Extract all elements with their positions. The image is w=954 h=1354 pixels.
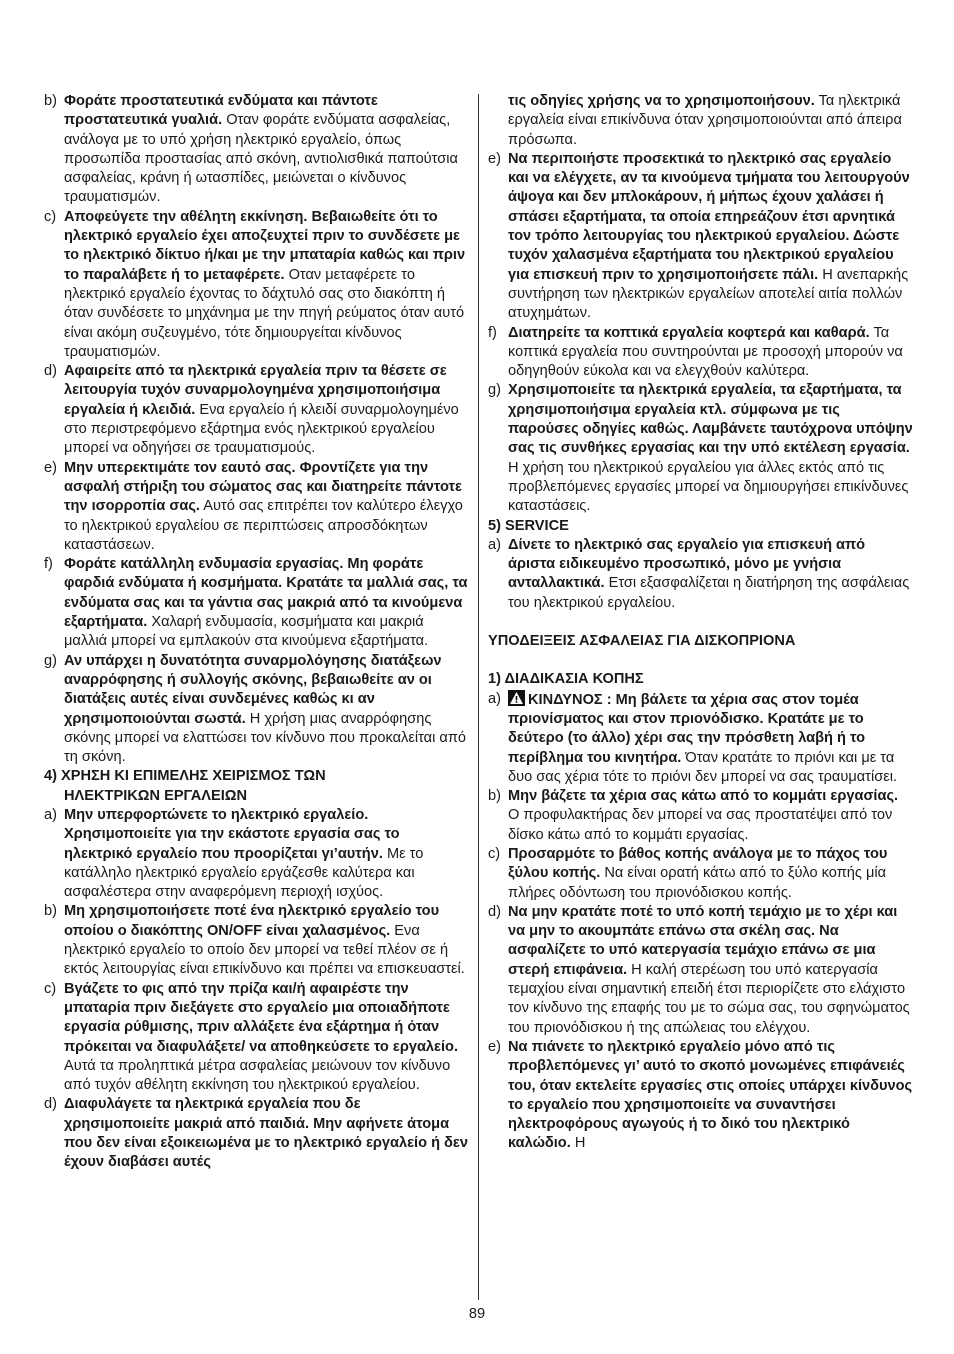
list-item: b) Μην βάζετε τα χέρια σας κάτω από το κομμάτι εργασίας. Ο προφυλακτήρας δεν μπορεί να σας προστατέψει από τον δίσκο κάτω από το κομμάτι εργασίας. [488,788,899,843]
continued-paragraph: τις οδηγίες χρήσης να το χρησιμοποιήσουν. Τα ηλεκτρικά εργαλεία είναι επικίνδυνα όταν χρησιμοποιούνται από άπειρα πρόσωπα. [508,93,902,148]
column-divider [478,94,479,1300]
warning-triangle-icon [508,690,525,706]
list-item: c) Αποφεύγετε την αθέλητη εκκίνηση. Βεβαιωθείτε ότι το ηλεκτρικό εργαλείο έχει αποζευχτεί πριν το συνδέσετε με το ηλεκτρικό δίκτυο ή/και με την μπαταρία καθώς και πριν το παραλάβετε ή το μεταφέρετε. Οταν μεταφέρετε το ηλεκτρικό εργαλείο έχοντας το δάχτυλό σας στο διακόπτη ή όταν συνδέσετε το μηχάνημα με την πηγή ρεύματος όταν αυτό είναι ακόμη συζευγμένο, τότε δημιουργείται κίνδυνος τραυματισμών. [44,208,466,360]
list-item: c) Βγάζετε το φις από την πρίζα και/ή αφαιρέστε την μπαταρία πριν διεξάγετε στο εργαλείο μια οποιαδήποτε εργασία ρύθμισης, πριν αλλάξετε ένα εξάρτημα ή όταν πρόκειται να διαφυλάξετε/ να αποθηκεύσετε το εργαλείο. Αυτά τα προληπτικά μέτρα ασφαλείας μειώνουν τον κίνδυνο από τυχόν αθέλητη εκκίνηση του ηλεκτρικού εργαλείου. [44,980,459,1094]
list-item: d) Να μην κρατάτε ποτέ το υπό κοπή τεμάχιο με το χέρι και να μην το ακουμπάτε επάνω στα σκέλη σας. Να ασφαλίζετε το υπό κατεργασία τεμάχιο επάνω σε μια στερή επιφάνεια. Η καλή στερέωση του υπό κατεργασία τεμαχίου είναι σημαντική επειδή έτσι περιορίζετε στο ελάχιστο τον κίνδυνο της επαφής του με το σώμα σας, του σφηνώματος του πριονόδισκου ή της απώλειας του ελέγχου. [488,903,910,1036]
list-item: c) Προσαρμότε το βάθος κοπής ανάλογα με το πάχος του ξύλου κοπής. Να είναι ορατή κάτω από το ξύλο κοπής μία πλήρες οδόντωση του πριονόδισκου κοπής. [488,845,888,901]
list-item: a) Δίνετε το ηλεκτρικό σας εργαλείο για επισκευή από άριστα ειδικευμένο προσωπικό, μόνο με γνήσια ανταλλακτικά. Ετσι εξασφαλίζεται η διατήρηση της ασφάλειας του ηλεκτρικού εργαλείου. [488,536,910,611]
section-heading: 4) ΧΡΗΣΗ ΚΙ ΕΠΙΜΕΛΗΣ ΧΕΙΡΙΣΜΟΣ ΤΩΝ [44,768,326,785]
section-heading-continued: ΗΛΕΚΤΡΙΚΩΝ ΕΡΓΑΛΕΙΩΝ [64,787,248,804]
list-item: d) Διαφυλάγετε τα ηλεκτρικά εργαλεία που δε χρησιμοποιείτε μακριά από παιδιά. Μην αφήνετε άτομα που δεν είναι εξοικειωμένα με το ηλεκτρικό εργαλείο ή δεν έχουν διαβάσει αυτές [44,1096,468,1171]
section-heading: 5) SERVICE [488,517,569,534]
list-item: e) Να περιποιήστε προσεκτικά το ηλεκτρικό σας εργαλείο και να ελέγχετε, αν τα κινούμενα τμήματα του λειτουργούν άψογα και δεν μπλοκάρουν, ή μήπως έχουν χαλάσει ή σπάσει εξαρτήματα, τα οποία επηρεάζουν έτσι αρνητικά τον τρόπο λειτουργίας του ηλεκτρικού εργαλείου. Δώστε τυχόν χαλασμένα εξαρτήματα του ηλεκτρικού εργαλείου για επισκευή πριν το χρησιμοποιήσετε πάλι. Η ανεπαρκής συντήρηση των ηλεκτρικών εργαλείων αποτελεί αιτία πολλών ατυχημάτων. [488,150,910,322]
list-item: f) Διατηρείτε τα κοπτικά εργαλεία κοφτερά και καθαρά. Τα κοπτικά εργαλεία που συντηρούνται με προσοχή μπορούν να οδηγηθούν εύκολα και να ελεγχθούν καλύτερα. [488,324,903,380]
list-item: g) Αν υπάρχει η δυνατότητα συναρμολόγησης διατάξεων αναρρόφησης ή συλλογής σκόνης, βεβαιωθείτε αν οι διατάξεις αυτές είναι συνδεμένες καθώς κι αν χρησιμοποιούνται σωστά. Η χρήση μιας αναρρόφησης σκόνης μπορεί να ελαττώσει τον κίνδυνο που προκαλείται από τη σκόνη. [44,652,467,766]
safety-title: ΥΠΟΔΕΙΞΕΙΣ ΑΣΦΑΛΕΙΑΣ ΓΙΑ ΔΙΣΚΟΠΡΙΟΝΑ [488,633,796,650]
list-item: b) Φοράτε προστατευτικά ενδύματα και πάντοτε προστατευτικά γυαλιά. Οταν φοράτε ενδύματα ασφαλείας, ανάλογα με το υπό χρήση ηλεκτρικό εργαλείο, όπως προσωπίδα προστασίας από σκόνη, αντιολισθικά παπούτσια ασφαλείας, κράνη ή ωτασπίδες, μειώνεται ο κίνδυνος τραυματισμών. [44,93,458,206]
right-column [488,92,913,1154]
page-number: 89 [468,1306,486,1322]
list-item: a) ΚΙΝΔΥΝΟΣ : Μη βάλετε τα χέρια σας στον τομέα πριονίσματος και στον πριονόδισκο. Κρατάτε με το δεύτερο (το άλλο) χέρι σας την πρόσθετη λαβή ή το περίβλημα του κινητήρα. Όταν κρατάτε το πριόνι και με τα δυο σας χέρια τότε το πριόνι δεν μπορεί να σας τραυματίσει. [488,690,898,785]
list-item: f) Φοράτε κατάλληλη ενδυμασία εργασίας. Μη φοράτε φαρδιά ενδύματα ή κοσμήματα. Κρατάτε τα μαλλιά σας, τα ενδύματα σας και τα γάντια σας μακριά από τα κινούμενα εξαρτήματα. Χαλαρή ενδυμασία, κοσμήματα και μακριά μαλλιά μπορεί να εμπλακούν στα κινούμενα εξαρτήματα. [44,556,468,650]
list-item: g) Χρησιμοποιείτε τα ηλεκτρικά εργαλεία, τα εξαρτήματα, τα χρησιμοποιήσιμα εργαλεία κτλ. σύμφωνα με τις παρούσες οδηγίες καθώς. Λαμβάνετε ταυτόχρονα υπόψην σας τις συνθήκες εργασίας και την υπό εκτέλεση εργασία. Η χρήση του ηλεκτρικού εργαλείου για άλλες εκτός από τις προβλεπόμενες εργασίες μπορεί να δημιουργήσει επικίνδυνες καταστάσεις. [488,382,913,515]
list-item: e) Να πιάνετε το ηλεκτρικό εργαλείο μόνο από τις προβλεπόμενες γι’ αυτό το σκοπό μονωμένες επιφάνειές του, όταν εκτελείτε εργασίες στις οποίες υπάρχει κίνδυνος το εργαλείο που χρησιμοποιείτε να συναντήσει ηλεκτροφόρους αγωγούς ή το δικό του ηλεκτρικό καλώδιο. Η [488,1038,913,1152]
section-heading: 1) ΔΙΑΔΙΚΑΣΙΑ ΚΟΠΗΣ [488,671,644,688]
list-item: b) Μη χρησιμοποιήσετε ποτέ ένα ηλεκτρικό εργαλείο του οποίου ο διακόπτης ON/OFF είναι χαλασμένος. Ενα ηλεκτρικό εργαλείο το οποίο δεν μπορεί να τεθεί πλέον σε ή εκτός λειτουργίας είναι επικίνδυνο και πρέπει να επισκευαστεί. [44,903,465,978]
list-item: a) Μην υπερφορτώνετε το ηλεκτρικό εργαλείο. Χρησιμοποιείτε για την εκάστοτε εργασία σας το ηλεκτρικό εργαλείο που προορίζεται γι’αυτήν. Με το κατάλληλο ηλεκτρικό εργαλείο εργάζεσθε καλύτερα και ασφαλέστερα στην αναφερόμενη περιοχή ισχύος. [44,806,424,901]
left-column [44,92,468,1173]
list-item: d) Αφαιρείτε από τα ηλεκτρικά εργαλεία πριν τα θέσετε σε λειτουργία τυχόν συναρμολογημένα χρησιμοποιήσιμα εργαλεία ή κλειδιά. Ενα εργαλείο ή κλειδί συναρμολογημένο στο περιστρεφόμενο εξάρτημα ενός ηλεκτρικού εργαλείου μπορεί να οδηγήσει σε τραυματισμούς. [44,363,459,457]
list-item: e) Μην υπερεκτιμάτε τον εαυτό σας. Φροντίζετε για την ασφαλή στήριξη του σώματος σας και διατηρείτε πάντοτε την ισορροπία σας. Αυτό σας επιτρέπει τον καλύτερο έλεγχο το ηλεκτρικού εργαλείου σε περιπτώσεις απροσδόκητων καταστάσεων. [44,459,463,553]
